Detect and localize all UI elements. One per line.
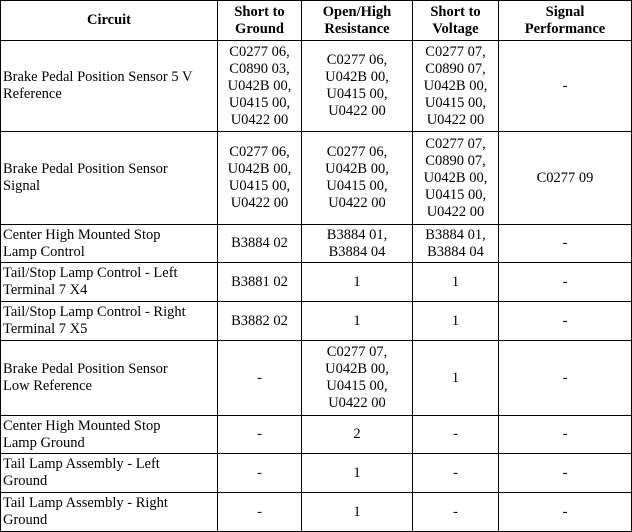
cell-signal-performance [499, 41, 632, 132]
cell-line: 2 [353, 426, 361, 442]
cell-short-to-voltage [413, 132, 499, 225]
cell-open-high-resistance [302, 302, 413, 341]
cell-line: U0422 00 [426, 203, 485, 220]
cell-open-high-resistance [302, 454, 413, 493]
header-line: Signal [545, 3, 585, 20]
cell-line: U0415 00, [424, 186, 487, 203]
cell-line: - [562, 503, 568, 520]
cell-line: C0277 07, [326, 344, 388, 360]
cell-line: U042B 00, [227, 77, 292, 94]
cell-signal-performance [499, 416, 632, 454]
cell-line: C0277 06, [326, 144, 388, 160]
cell-line: Signal [3, 178, 41, 194]
cell-circuit [1, 302, 218, 341]
cell-open-high-resistance [302, 41, 413, 132]
cell-line: Lamp Ground [3, 434, 85, 451]
cell-line: Tail Lamp Assembly - Left [3, 456, 160, 472]
cell-short-to-ground [218, 263, 302, 302]
cell-line: 1 [353, 312, 361, 329]
table-row [1, 341, 632, 416]
table-body [1, 41, 632, 532]
table-row [1, 263, 632, 302]
cell-line: - [257, 426, 262, 442]
cell-open-high-resistance [302, 132, 413, 225]
cell-line: - [562, 369, 568, 386]
cell-line: U042B 00, [325, 361, 389, 377]
cell-signal-performance [499, 225, 632, 263]
cell-open-high-resistance [302, 341, 413, 416]
cell-line: U0422 00 [328, 195, 386, 211]
cell-line: Tail/Stop Lamp Control - Left [3, 265, 178, 281]
header-short-to-ground [218, 1, 302, 41]
cell-line: - [562, 464, 568, 481]
cell-line: - [562, 77, 568, 94]
cell-line: 1 [451, 312, 460, 329]
cell-line: Brake Pedal Position Sensor 5 V [3, 69, 193, 85]
cell-line: Tail/Stop Lamp Control - Right [3, 304, 186, 320]
cell-line: U042B 00, [325, 69, 389, 85]
cell-line: C0277 09 [536, 169, 594, 186]
table-row [1, 41, 632, 132]
cell-line: U0422 00 [328, 395, 386, 411]
header-signal-performance [499, 1, 632, 41]
cell-line: Center High Mounted Stop [3, 226, 161, 243]
cell-line: U0415 00, [326, 378, 388, 394]
cell-short-to-voltage [413, 302, 499, 341]
cell-line: Tail Lamp Assembly - Right [3, 495, 168, 511]
cell-short-to-ground [218, 341, 302, 416]
header-line: Short to [430, 3, 481, 20]
cell-line: U0415 00, [228, 94, 291, 111]
cell-line: B3884 04 [328, 243, 386, 260]
cell-line: 1 [353, 503, 361, 520]
table-row [1, 302, 632, 341]
cell-short-to-voltage [413, 454, 499, 493]
header-line: Performance [524, 20, 606, 37]
cell-line: B3881 02 [231, 273, 288, 290]
cell-open-high-resistance [302, 263, 413, 302]
cell-line: U042B 00, [325, 161, 389, 177]
cell-line: U0422 00 [230, 111, 289, 128]
cell-line: B3884 01, [326, 226, 388, 243]
cell-short-to-ground [218, 416, 302, 454]
cell-short-to-voltage [413, 341, 499, 416]
cell-short-to-ground [218, 225, 302, 263]
cell-short-to-voltage [413, 225, 499, 263]
cell-signal-performance [499, 454, 632, 493]
cell-short-to-voltage [413, 493, 499, 532]
cell-line: C0277 06, [326, 52, 388, 68]
cell-line: U042B 00, [423, 77, 488, 94]
cell-line: U0415 00, [326, 86, 388, 102]
cell-circuit [1, 454, 218, 493]
cell-line: - [453, 503, 458, 520]
cell-line: C0277 07, [425, 43, 486, 60]
cell-line: Ground [3, 512, 48, 528]
cell-signal-performance [499, 302, 632, 341]
cell-circuit [1, 341, 218, 416]
cell-line: - [562, 426, 568, 442]
cell-line: B3882 02 [231, 312, 288, 329]
cell-line: 1 [353, 464, 361, 481]
cell-line: Terminal 7 X5 [3, 321, 88, 337]
cell-line: - [453, 426, 458, 442]
cell-line: U0422 00 [426, 111, 485, 128]
header-line: Resistance [324, 20, 390, 37]
cell-line: U042B 00, [227, 161, 292, 177]
cell-short-to-ground [218, 132, 302, 225]
header-row [1, 1, 632, 41]
cell-signal-performance [499, 341, 632, 416]
cell-line: C0277 07, [425, 135, 486, 152]
cell-open-high-resistance [302, 493, 413, 532]
table-row [1, 493, 632, 532]
cell-line: - [562, 312, 568, 329]
table-row [1, 225, 632, 263]
cell-short-to-ground [218, 41, 302, 132]
table-row [1, 454, 632, 493]
header-line: Ground [235, 20, 284, 37]
cell-circuit [1, 225, 218, 263]
cell-line: Ground [3, 473, 48, 489]
cell-short-to-ground [218, 493, 302, 532]
cell-line: Brake Pedal Position Sensor [3, 161, 168, 177]
cell-line: 1 [353, 273, 361, 290]
header-open-high-resistance [302, 1, 413, 41]
cell-line: C0277 06, [229, 43, 290, 60]
cell-circuit [1, 263, 218, 302]
header-circuit [1, 1, 218, 41]
header-line: Short to [234, 3, 285, 20]
cell-line: U0415 00, [326, 178, 388, 194]
cell-line: U0415 00, [228, 178, 291, 194]
cell-line: 1 [451, 273, 460, 290]
cell-line: Lamp Control [3, 243, 85, 260]
cell-line: Brake Pedal Position Sensor [3, 361, 168, 377]
cell-line: - [562, 273, 568, 290]
cell-short-to-ground [218, 302, 302, 341]
cell-short-to-voltage [413, 416, 499, 454]
cell-line: C0890 07, [425, 60, 486, 77]
header-line: Circuit [86, 12, 132, 28]
cell-circuit [1, 416, 218, 454]
cell-line: Reference [3, 86, 62, 102]
cell-short-to-voltage [413, 263, 499, 302]
cell-open-high-resistance [302, 225, 413, 263]
cell-line: - [453, 464, 458, 481]
cell-line: U0422 00 [230, 195, 289, 211]
cell-short-to-voltage [413, 41, 499, 132]
header-line: Voltage [432, 20, 479, 37]
cell-line: B3884 01, [425, 226, 486, 243]
cell-line: - [257, 503, 262, 520]
cell-line: B3884 04 [427, 243, 484, 260]
cell-line: U0422 00 [328, 103, 386, 119]
cell-line: C0277 06, [229, 144, 290, 160]
cell-signal-performance [499, 263, 632, 302]
cell-line: C0890 03, [229, 60, 290, 77]
cell-line: - [257, 369, 262, 386]
cell-line: - [257, 464, 262, 481]
table-row [1, 132, 632, 225]
cell-line: B3884 02 [231, 235, 288, 251]
cell-line: C0890 07, [425, 152, 486, 169]
table-row [1, 416, 632, 454]
cell-open-high-resistance [302, 416, 413, 454]
cell-signal-performance [499, 132, 632, 225]
cell-line: U0415 00, [424, 94, 487, 111]
header-line: Open/High [322, 3, 392, 20]
cell-line: Center High Mounted Stop [3, 417, 161, 434]
cell-line: 1 [451, 369, 460, 386]
cell-line: Low Reference [3, 378, 92, 394]
cell-short-to-ground [218, 454, 302, 493]
cell-signal-performance [499, 493, 632, 532]
cell-circuit [1, 493, 218, 532]
cell-line: - [562, 235, 568, 251]
cell-circuit [1, 41, 218, 132]
header-short-to-voltage [413, 1, 499, 41]
cell-circuit [1, 132, 218, 225]
cell-line: U042B 00, [423, 169, 488, 186]
cell-line: Terminal 7 X4 [3, 282, 88, 298]
